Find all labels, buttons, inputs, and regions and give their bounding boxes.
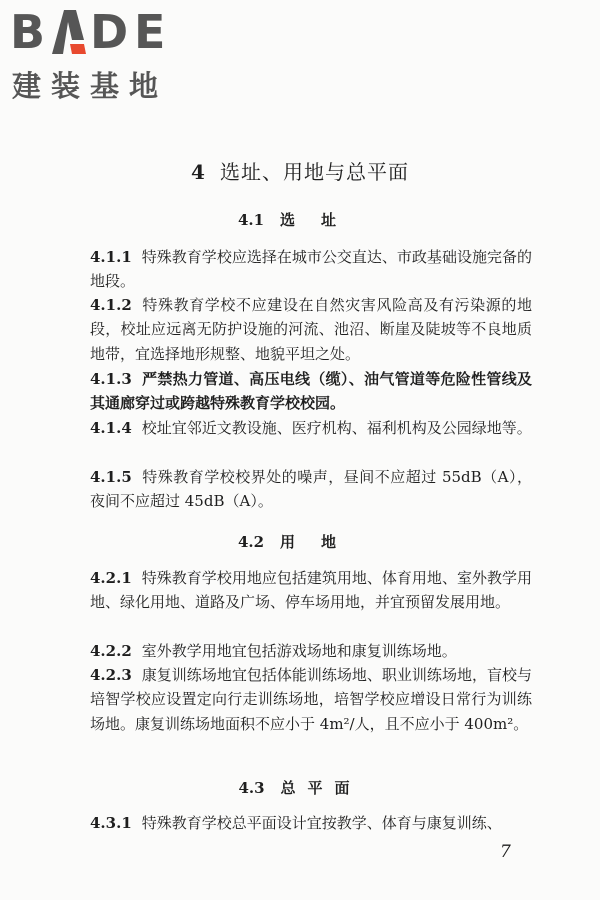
clause-text: 室外教学用地宜包括游戏场地和康复训练场地。 <box>141 642 457 660</box>
clause-number: 4.1.4 <box>90 419 132 437</box>
section-number: 4.2 <box>237 533 265 551</box>
section-heading-4-3 <box>0 777 600 798</box>
clause-text: 严禁热力管道、高压电线（缆）、油气管道等危险性管线及其通廊穿过或跨越特殊教育学校校园。 <box>90 370 532 413</box>
section-number: 4.3 <box>238 779 265 797</box>
section-heading-4-1 <box>0 209 600 230</box>
clause-4-1-1 <box>90 245 532 294</box>
clause-text: 特殊教育学校不应建设在自然灾害风险高及有污染源的地段，校址应远离无防护设施的河流、池沼、断崖及陡坡等不良地质地带，宜选择地形规整、地貌平坦之处。 <box>90 296 532 363</box>
clause-number: 4.1.2 <box>90 296 132 314</box>
clause-4-2-1 <box>90 566 532 615</box>
clause-text: 特殊教育学校应选择在城市公交直达、市政基础设施完备的地段。 <box>90 248 532 291</box>
clause-4-1-3 <box>90 367 532 416</box>
clause-number: 4.2.3 <box>90 666 132 684</box>
clause-text: 特殊教育学校用地应包括建筑用地、体育用地、室外教学用地、绿化用地、道路及广场、停车场用地，并宜预留发展用地。 <box>90 569 532 612</box>
clause-text: 特殊教育学校校界处的噪声，昼间不应超过 55dB（A），夜间不应超过 45dB（A）。 <box>90 468 532 511</box>
clause-number: 4.3.1 <box>90 814 132 832</box>
section-title: 总平面 <box>280 779 362 797</box>
clause-text: 康复训练场地宜包括体能训练场地、职业训练场地，盲校与培智学校应设置定向行走训练场地，培智学校应增设日常行为训练场地。康复训练场地面积不应小于 4m²/人，且不应小于 400m²。 <box>90 666 532 733</box>
clause-4-1-4 <box>90 416 532 440</box>
clause-4-1-5 <box>90 465 532 514</box>
clause-text: 特殊教育学校总平面设计宜按教学、体育与康复训练、 <box>141 814 502 832</box>
logo-letter-e: E <box>134 5 166 59</box>
clause-number: 4.1.5 <box>90 468 132 486</box>
section-number: 4.1 <box>237 211 265 229</box>
clause-number: 4.2.1 <box>90 569 132 587</box>
clause-number: 4.1.1 <box>90 248 132 266</box>
logo-letter-d: D <box>90 5 129 59</box>
page-number: 7 <box>500 842 511 862</box>
chapter-title-text: 选址、用地与总平面 <box>219 160 409 184</box>
clause-4-3-1 <box>90 811 532 835</box>
clause-4-2-2 <box>90 639 532 663</box>
chapter-number: 4 <box>191 160 206 184</box>
section-title: 用地 <box>280 533 363 551</box>
logo-chinese-name: 建装基地 <box>12 69 169 103</box>
logo-letter-b: B <box>10 5 46 59</box>
clause-number: 4.2.2 <box>90 642 132 660</box>
logo-a-mark <box>50 10 86 54</box>
section-heading-4-2 <box>0 531 600 552</box>
clause-4-1-2 <box>90 293 532 366</box>
clause-4-2-3 <box>90 663 532 736</box>
clause-text: 校址宜邻近文教设施、医疗机构、福利机构及公园绿地等。 <box>141 419 532 437</box>
chapter-title <box>0 156 600 185</box>
clause-number: 4.1.3 <box>90 370 132 388</box>
section-title: 选址 <box>280 211 363 229</box>
